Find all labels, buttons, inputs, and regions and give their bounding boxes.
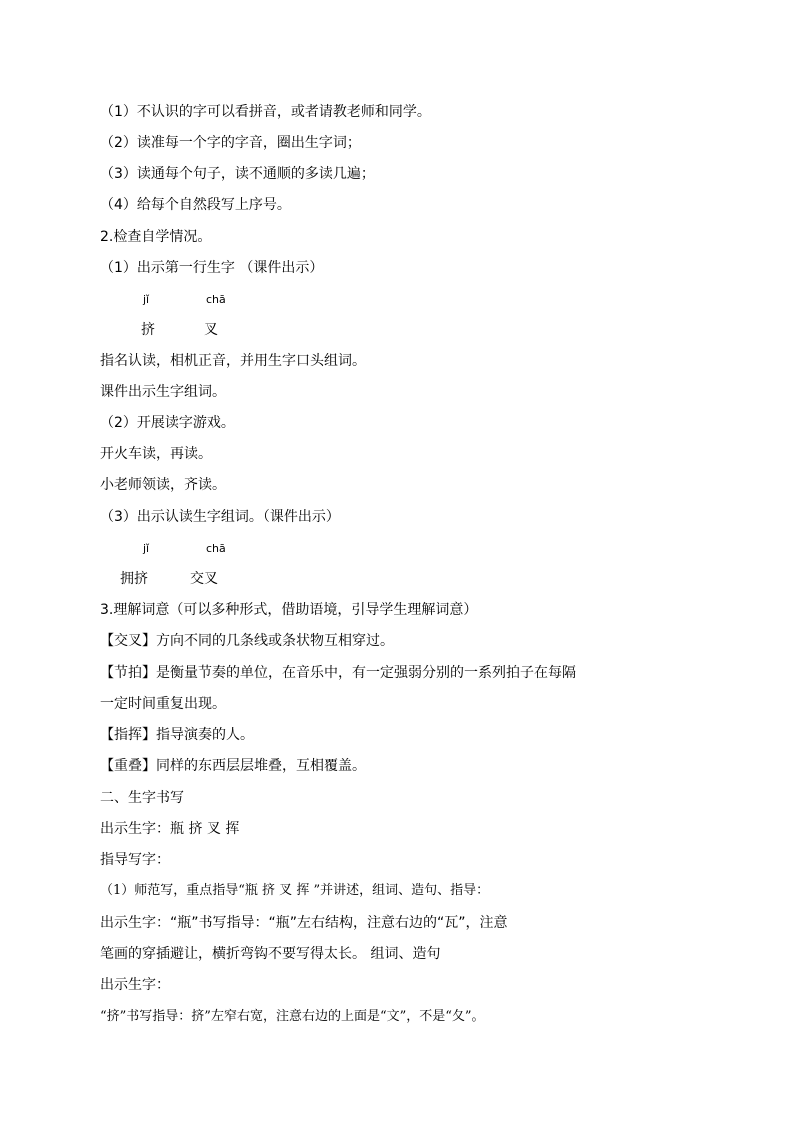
definition-line: 【节拍】是衡量节奏的单位，在音乐中，有一定强弱分别的一系列拍子在每隔 bbox=[100, 665, 576, 681]
pinyin-label: jǐ bbox=[143, 293, 150, 306]
text-line: （2）开展读字游戏。 bbox=[100, 415, 235, 431]
definition-line: 【交叉】方向不同的几条线或条状物互相穿过。 bbox=[100, 633, 394, 649]
word-label: 拥挤 bbox=[120, 571, 148, 587]
text-line: （3）读通每个句子，读不通顺的多读几遍； bbox=[100, 166, 375, 182]
definition-line: 一定时间重复出现。 bbox=[100, 696, 226, 712]
text-line: 出示生字： bbox=[100, 977, 170, 993]
pinyin-label: chā bbox=[206, 542, 226, 555]
pinyin-label: chā bbox=[206, 293, 226, 306]
section-heading: 3.理解词意（可以多种形式，借助语境，引导学生理解词意） bbox=[100, 602, 478, 618]
text-line: 指导写字： bbox=[100, 852, 170, 868]
text-line: （3）出示认读生字组词。（课件出示） bbox=[100, 509, 340, 525]
text-line: 开火车读，再读。 bbox=[100, 446, 212, 462]
text-line: “挤”书写指导：挤”左窄右宽，注意右边的上面是“文”，不是“夂”。 bbox=[100, 1009, 485, 1024]
text-line: （1）出示第一行生字 （课件出示） bbox=[100, 260, 324, 276]
word-label: 交叉 bbox=[190, 571, 218, 587]
text-line: 指名认读，相机正音，并用生字口头组词。 bbox=[100, 353, 366, 369]
definition-line: 【重叠】同样的东西层层堆叠，互相覆盖。 bbox=[100, 758, 366, 774]
text-line: 出示生字：“瓶”书写指导：“瓶”左右结构，注意右边的“瓦”，注意 bbox=[100, 915, 508, 931]
section-heading: 二、生字书写 bbox=[100, 790, 184, 806]
text-line: 出示生字：瓶 挤 叉 挥 bbox=[100, 821, 240, 837]
text-line: （1）师范写，重点指导“瓶 挤 叉 挥 ”并讲述，组词、造句、指导： bbox=[100, 883, 490, 898]
section-heading: 2.检查自学情况。 bbox=[100, 229, 212, 245]
pinyin-label: jǐ bbox=[143, 542, 150, 555]
text-line: （1）不认识的字可以看拼音，或者请教老师和同学。 bbox=[100, 104, 431, 120]
text-line: 课件出示生字组词。 bbox=[100, 384, 226, 400]
text-line: （4）给每个自然段写上序号。 bbox=[100, 197, 291, 213]
character-label: 叉 bbox=[204, 322, 218, 338]
text-line: 小老师领读，齐读。 bbox=[100, 477, 226, 493]
definition-line: 【指挥】指导演奏的人。 bbox=[100, 727, 254, 743]
character-label: 挤 bbox=[141, 322, 155, 338]
text-line: 笔画的穿插避让，横折弯钩不要写得太长。 组词、造句 bbox=[100, 946, 441, 962]
text-line: （2）读准每一个字的字音，圈出生字词； bbox=[100, 135, 361, 151]
